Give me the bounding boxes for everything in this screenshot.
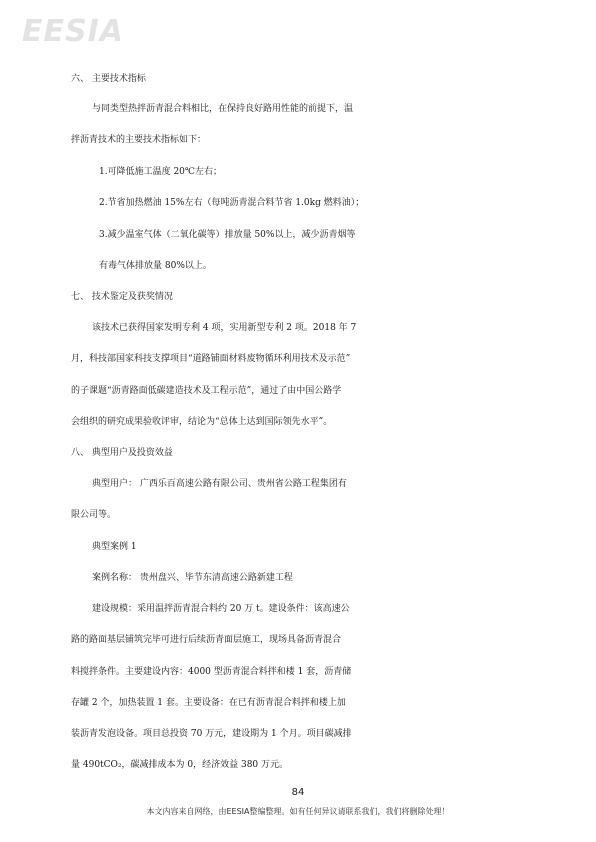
section-heading-6: 六、 主要技术指标 [71, 74, 146, 84]
case-name: 案例名称： 贵州盘兴、毕节东清高速公路新建工程 [92, 573, 293, 583]
paragraph-line: 路的路面基层铺筑完毕可进行后续沥青面层施工，现场具备沥青混合 [71, 635, 342, 645]
section-heading-8: 八、 典型用户及投资效益 [71, 448, 173, 458]
list-item: 2.节省加热燃油 15%左右（每吨沥青混合料节省 1.0kg 燃料油）； [99, 198, 365, 208]
paragraph-line: 装沥青发泡设备。项目总投资 70 万元，建设期为 1 个月。项目碳减排 [71, 729, 352, 739]
paragraph-line: 的子课题“沥青路面低碳建造技术及工程示范”，通过了由中国公路学 [71, 386, 342, 396]
list-item: 1.可降低施工温度 20℃左右； [99, 167, 222, 177]
paragraph-line: 存罐 2 个，加热装置 1 套。主要设备：在已有沥青混合料拌和楼上加 [71, 698, 346, 708]
paragraph-line: 与同类型热拌沥青混合料相比，在保持良好路用性能的前提下，温 [92, 104, 354, 114]
list-item-cont: 有毒气体排放量 80%以上。 [99, 261, 212, 271]
section-heading-7: 七、 技术鉴定及获奖情况 [71, 292, 173, 302]
paragraph-line: 料搅拌条件。主要建设内容：4000 型沥青混合料拌和楼 1 套，沥青储 [71, 667, 352, 677]
page-number: 84 [291, 787, 305, 798]
eesia-logo: EESIA [22, 14, 124, 49]
paragraph-line: 量 490tCO₂，碳减排成本为 0，经济效益 380 万元。 [71, 760, 289, 770]
paragraph-line: 月，科技部国家科技支撑项目“道路铺面材料废物循环利用技术及示范” [71, 354, 351, 364]
paragraph-line: 会组织的研究成果验收评审，结论为“总体上达到国际领先水平”。 [71, 417, 333, 427]
case-heading: 典型案例 1 [92, 542, 137, 552]
paragraph-line: 拌沥青技术的主要技术指标如下： [71, 135, 207, 145]
footer-disclaimer: 本文内容来自网络，由EESIA整编整理。如有任何异议请联系我们，我们将删除处理！ [146, 807, 450, 816]
paragraph-line: 建设规模：采用温拌沥青混合料约 20 万 t。建设条件：该高速公 [92, 604, 350, 614]
list-item: 3.减少温室气体（二氧化碳等）排放量 50%以上，减少沥青烟等 [99, 230, 356, 240]
paragraph-line: 典型用户： 广西乐百高速公路有限公司、贵州省公路工程集团有 [92, 479, 347, 489]
paragraph-line: 该技术已获得国家发明专利 4 项，实用新型专利 2 项。2018 年 7 [92, 323, 357, 333]
paragraph-line: 限公司等。 [71, 510, 117, 520]
